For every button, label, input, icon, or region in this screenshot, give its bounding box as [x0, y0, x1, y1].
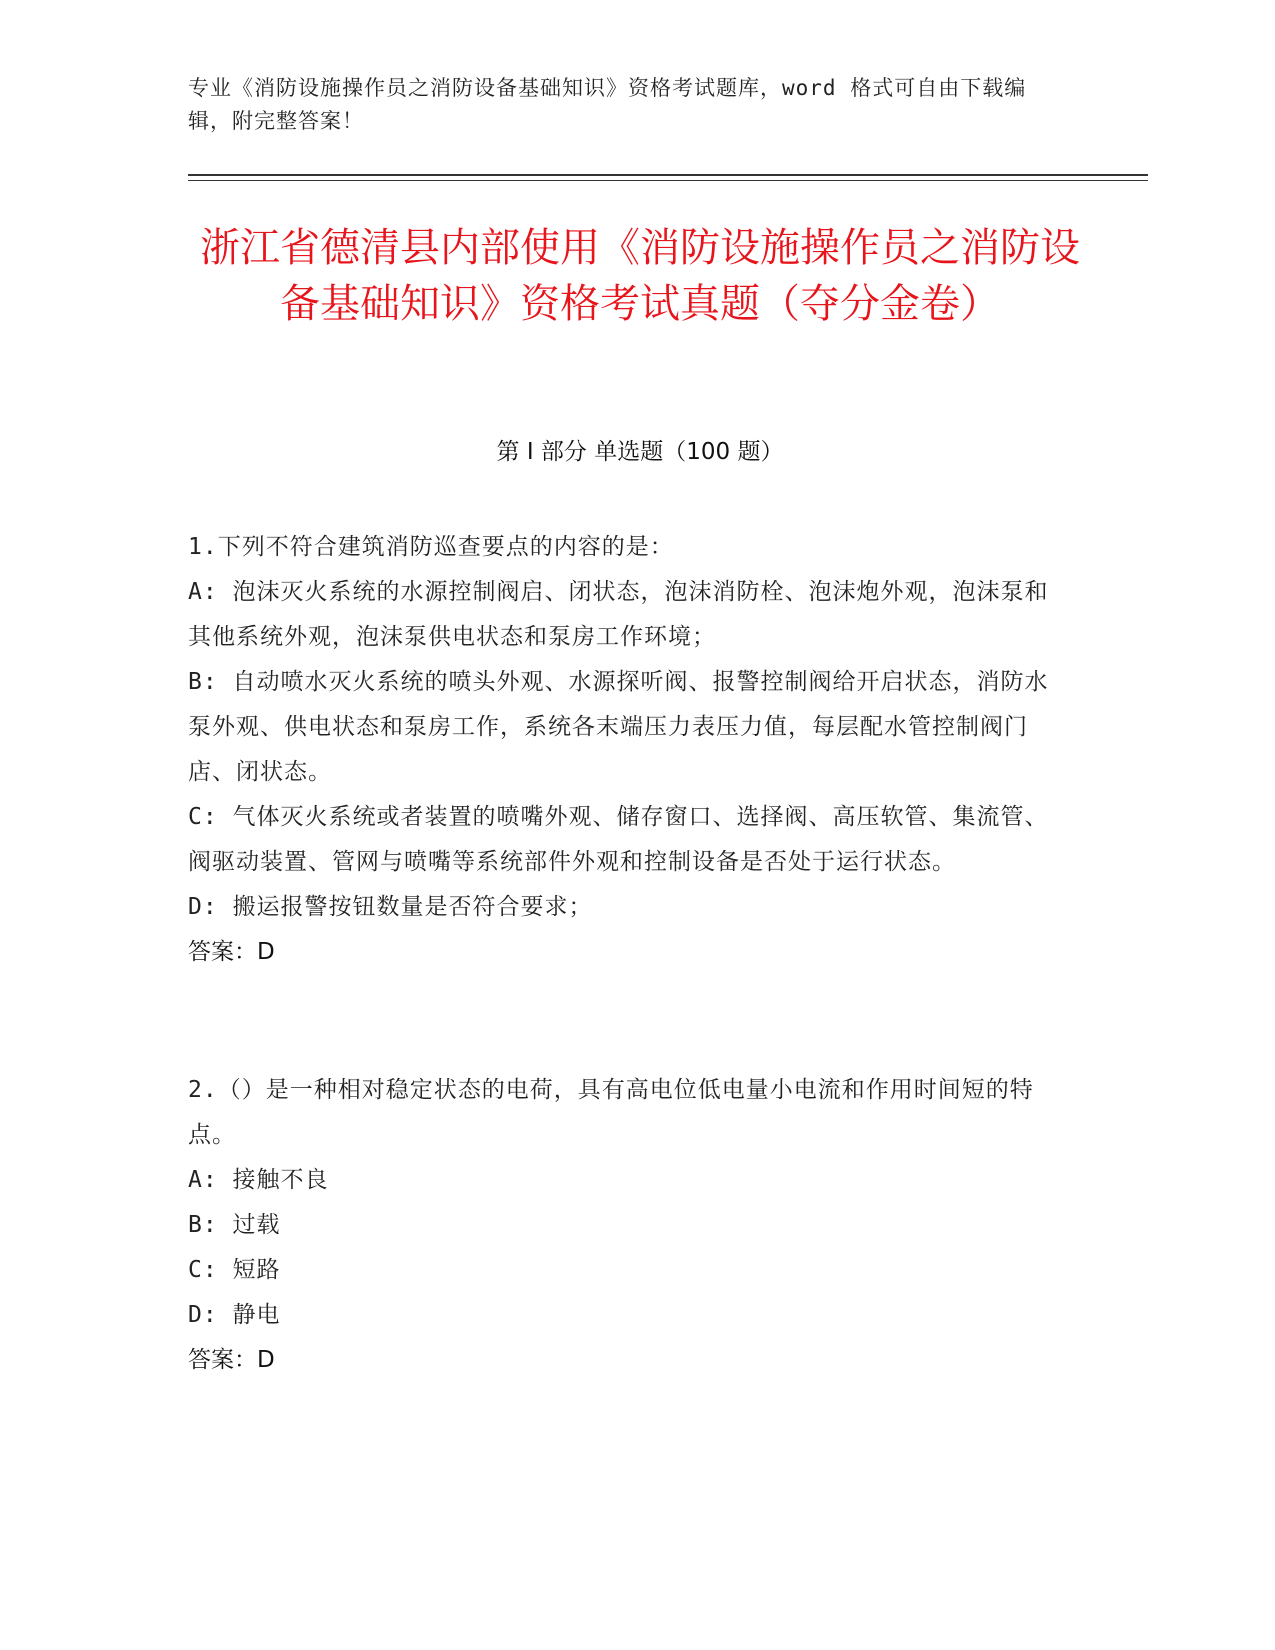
option-d: D: 搬运报警按钮数量是否符合要求；: [188, 894, 593, 920]
question-1: [188, 525, 1068, 975]
header-divider-thin: [188, 180, 1148, 181]
section-heading: 第 I 部分 单选题（100 题）: [496, 439, 784, 465]
header-divider-thick: [188, 174, 1148, 176]
option-c: C: 气体灭火系统或者装置的喷嘴外观、储存窗口、选择阀、高压软管、集流管、阀驱动装置、管网与喷嘴等系统部件外观和控制设备是否处于运行状态。: [188, 804, 1049, 875]
answer-line: 答案：D: [188, 939, 275, 965]
question-2: [188, 1068, 1068, 1383]
option-b: B: 过载: [188, 1212, 281, 1238]
option-b: B: 自动喷水灭火系统的喷头外观、水源探听阀、报警控制阀给开启状态，消防水泵外观、供电状态和泵房工作，系统各末端压力表压力值，每层配水管控制阀门店、闭状态。: [188, 669, 1049, 785]
option-d: D: 静电: [188, 1302, 281, 1328]
answer-line: 答案：D: [188, 1347, 275, 1373]
header-note: 专业《消防设施操作员之消防设备基础知识》资格考试题库，word 格式可自由下载编辑，附完整答案！: [188, 76, 1027, 133]
option-c: C: 短路: [188, 1257, 281, 1283]
question-stem: 2.（）是一种相对稳定状态的电荷，具有高电位低电量小电流和作用时间短的特点。: [188, 1077, 1034, 1148]
document-title: 浙江省德清县内部使用《消防设施操作员之消防设备基础知识》资格考试真题（夺分金卷）: [200, 225, 1080, 327]
question-stem: 1.下列不符合建筑消防巡查要点的内容的是：: [188, 534, 674, 560]
option-a: A: 泡沫灭火系统的水源控制阀启、闭状态，泡沫消防栓、泡沫炮外观，泡沫泵和其他系统外观，泡沫泵供电状态和泵房工作环境；: [188, 579, 1049, 650]
option-a: A: 接触不良: [188, 1167, 329, 1193]
